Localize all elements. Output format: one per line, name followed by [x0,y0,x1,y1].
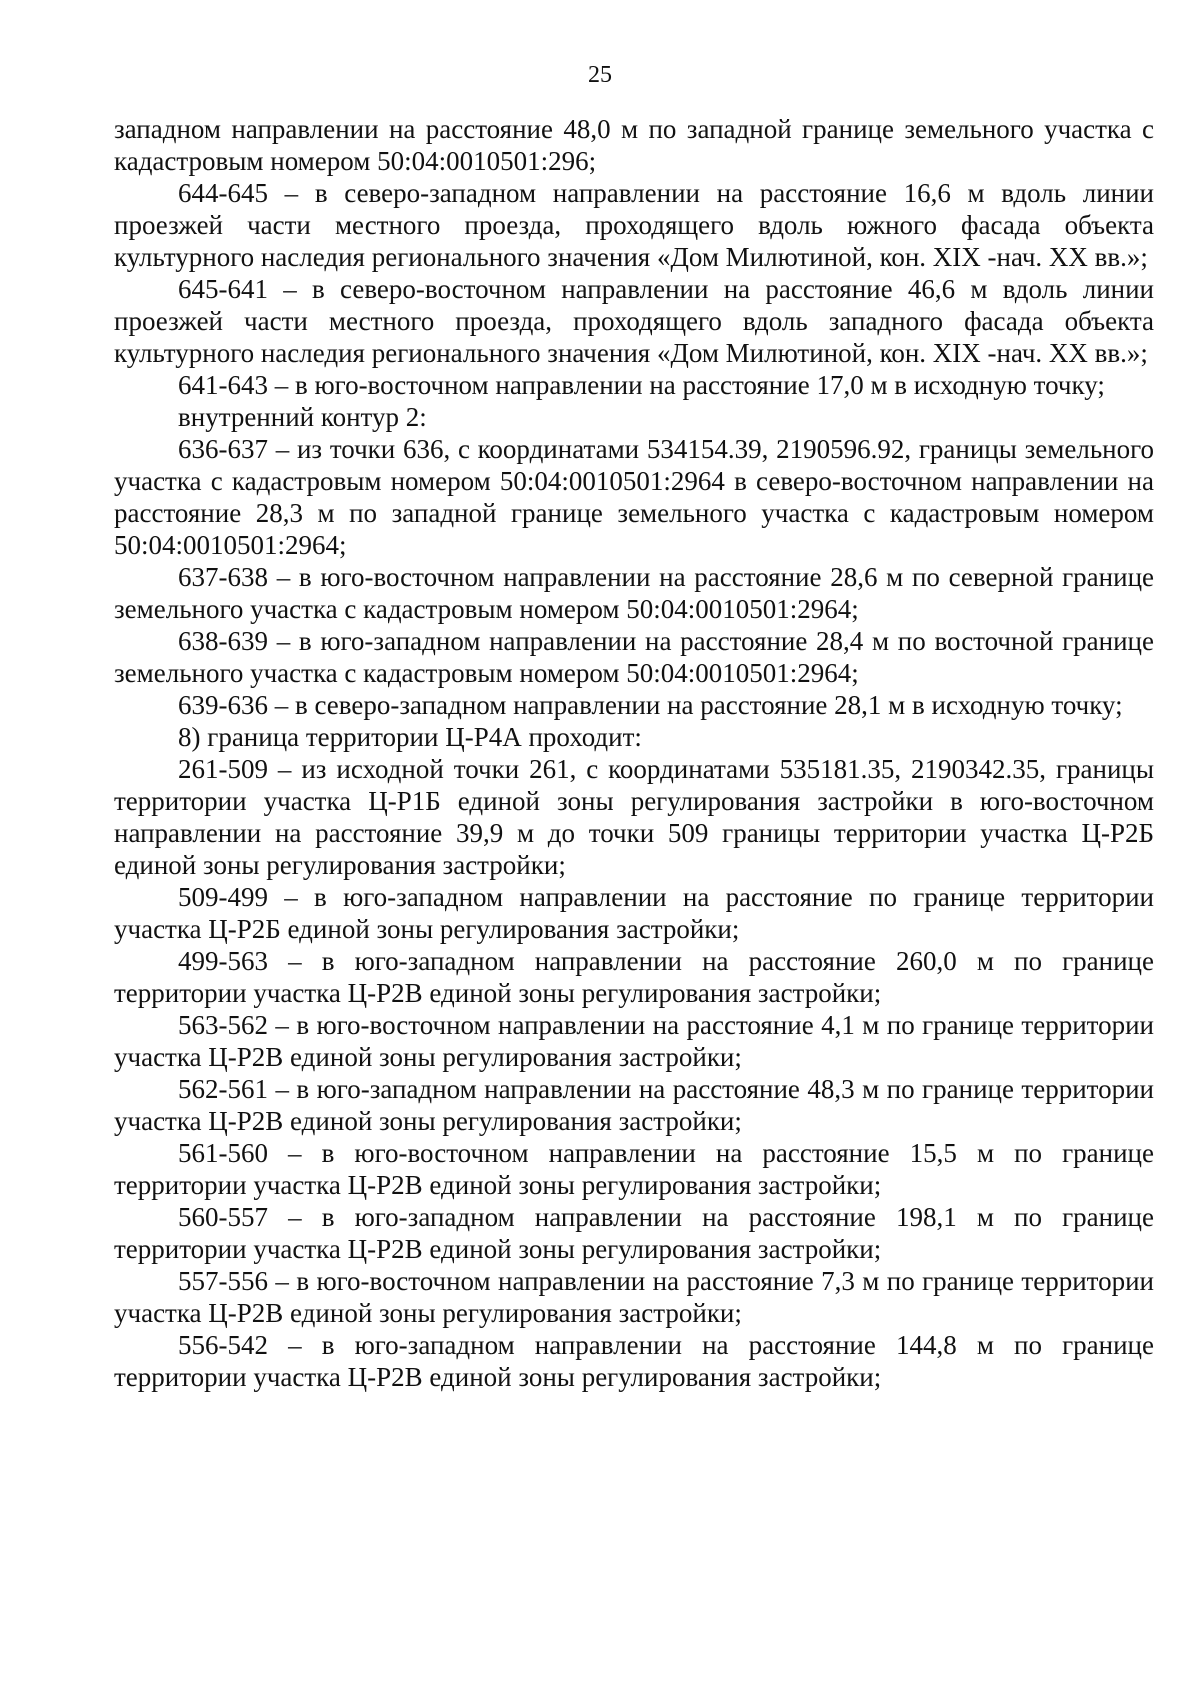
paragraph: 563-562 – в юго-восточном направлении на расстояние 4,1 м по границе территории участка Ц-Р2В единой зоны регулирования застройки; [114,1010,1154,1072]
paragraph: 637-638 – в юго-восточном направлении на расстояние 28,6 м по северной границе земельного участка с кадастровым номером 50:04:0010501:2964; [114,562,1154,624]
paragraph: западном направлении на расстояние 48,0 м по западной границе земельного участка с кадастровым номером 50:04:0010501:296; [114,114,1154,176]
paragraph: 636-637 – из точки 636, с координатами 534154.39, 2190596.92, границы земельного участка с кадастровым номером 50:04:0010501:2964 в северо-восточном направлении на расстояние 28,3 м по западной границе земельного участка с кадастровым номером 50:04:0010501:2964; [114,434,1154,560]
document-body [114,113,1154,1393]
paragraph: 644-645 – в северо-западном направлении на расстояние 16,6 м вдоль линии проезжей части местного проезда, проходящего вдоль южного фасада объекта культурного наследия регионального значения «Дом Милютиной, кон. XIX -нач. XX вв.»; [114,178,1154,272]
paragraph: 261-509 – из исходной точки 261, с координатами 535181.35, 2190342.35, границы территории участка Ц-Р1Б единой зоны регулирования застройки в юго-восточном направлении на расстояние 39,9 м до точки 509 границы территории участка Ц-Р2Б единой зоны регулирования застройки; [114,754,1154,880]
paragraph: 556-542 – в юго-западном направлении на расстояние 144,8 м по границе территории участка Ц-Р2В единой зоны регулирования застройки; [114,1330,1154,1392]
paragraph: внутренний контур 2: [178,402,427,432]
paragraph: 8) граница территории Ц-Р4А проходит: [178,722,642,752]
paragraph: 638-639 – в юго-западном направлении на расстояние 28,4 м по восточной границе земельного участка с кадастровым номером 50:04:0010501:2964; [114,626,1154,688]
paragraph: 561-560 – в юго-восточном направлении на расстояние 15,5 м по границе территории участка Ц-Р2В единой зоны регулирования застройки; [114,1138,1154,1200]
paragraph: 557-556 – в юго-восточном направлении на расстояние 7,3 м по границе территории участка Ц-Р2В единой зоны регулирования застройки; [114,1266,1154,1328]
paragraph: 562-561 – в юго-западном направлении на расстояние 48,3 м по границе территории участка Ц-Р2В единой зоны регулирования застройки; [114,1074,1154,1136]
paragraph: 499-563 – в юго-западном направлении на расстояние 260,0 м по границе территории участка Ц-Р2В единой зоны регулирования застройки; [114,946,1154,1008]
page-number: 25 [588,62,612,88]
paragraph: 641-643 – в юго-восточном направлении на расстояние 17,0 м в исходную точку; [178,370,1105,400]
paragraph: 645-641 – в северо-восточном направлении на расстояние 46,6 м вдоль линии проезжей части местного проезда, проходящего вдоль западного фасада объекта культурного наследия регионального значения «Дом Милютиной, кон. XIX -нач. XX вв.»; [114,274,1154,368]
paragraph: 509-499 – в юго-западном направлении на расстояние по границе территории участка Ц-Р2Б единой зоны регулирования застройки; [114,882,1154,944]
paragraph: 639-636 – в северо-западном направлении на расстояние 28,1 м в исходную точку; [178,690,1123,720]
paragraph: 560-557 – в юго-западном направлении на расстояние 198,1 м по границе территории участка Ц-Р2В единой зоны регулирования застройки; [114,1202,1154,1264]
